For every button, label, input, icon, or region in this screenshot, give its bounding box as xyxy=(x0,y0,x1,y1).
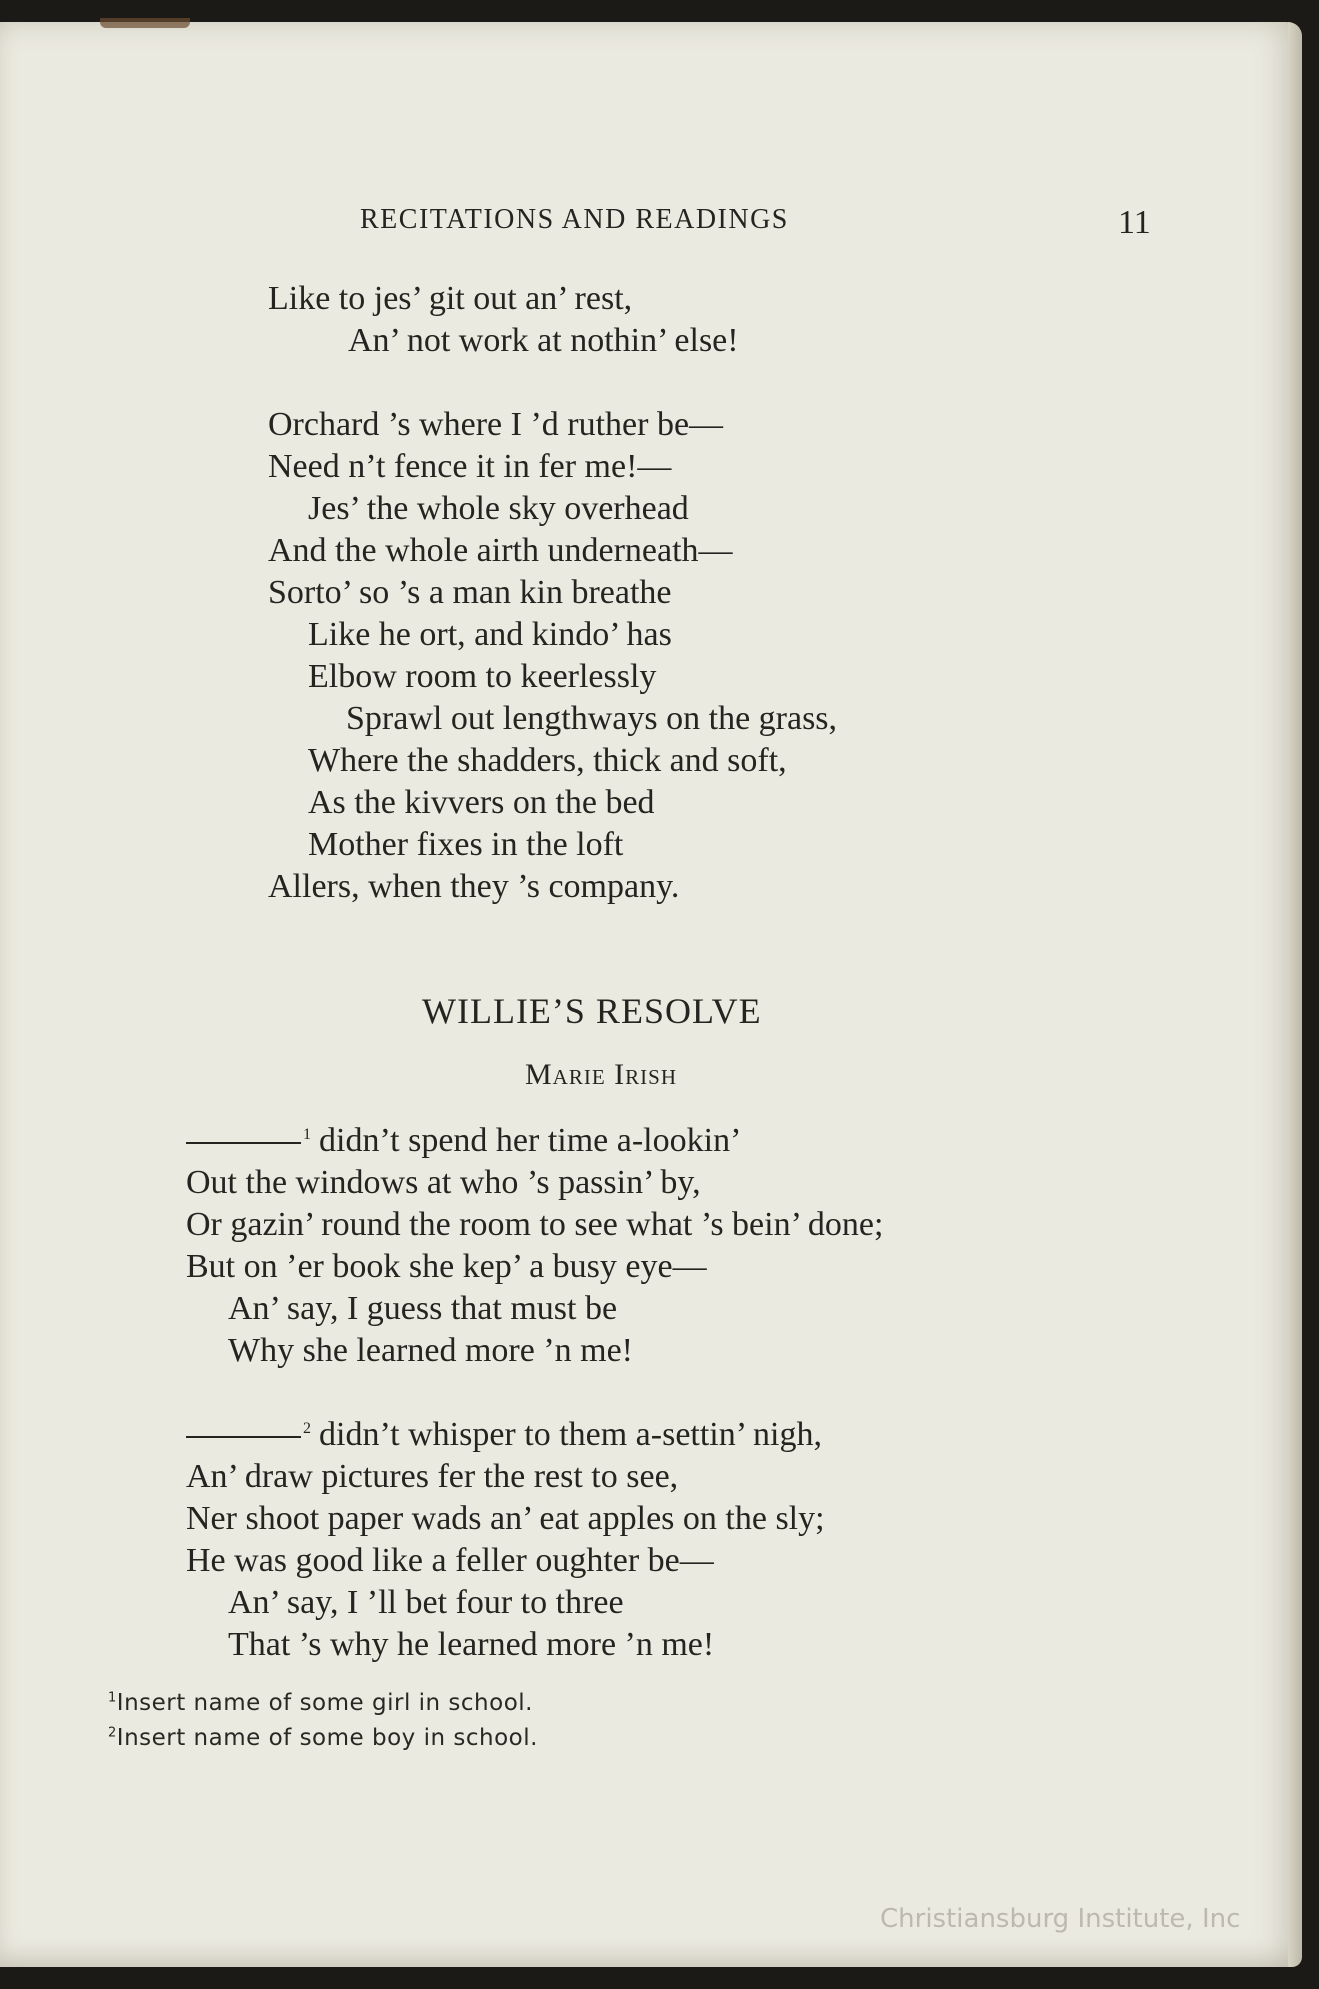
poem-line: An’ draw pictures fer the rest to see, xyxy=(186,1458,679,1495)
poem-line: An’ not work at nothin’ else! xyxy=(348,322,739,359)
watermark: Christiansburg Institute, Inc xyxy=(880,1904,1241,1934)
poem-line: Out the windows at who ’s passin’ by, xyxy=(186,1164,701,1201)
poem-line: Need n’t fence it in fer me!— xyxy=(268,448,672,485)
footnote-text: Insert name of some girl in school. xyxy=(116,1690,533,1716)
poem-line: Where the shadders, thick and soft, xyxy=(308,742,787,779)
page-edge xyxy=(1288,22,1302,1967)
poem-title: WILLIE’S RESOLVE xyxy=(422,991,762,1031)
poem-line: Sorto’ so ’s a man kin breathe xyxy=(268,574,672,611)
running-title: RECITATIONS AND READINGS xyxy=(360,204,789,235)
poem-line: Jes’ the whole sky overhead xyxy=(308,490,689,527)
poem-line: Or gazin’ round the room to see what ’s bein’ done; xyxy=(186,1206,884,1243)
poem-line xyxy=(186,1416,822,1454)
page-number: 11 xyxy=(1118,204,1151,241)
poem-line: As the kivvers on the bed xyxy=(308,784,655,821)
poem-line: An’ say, I ’ll bet four to three xyxy=(228,1584,624,1621)
poem-line: Elbow room to keerlessly xyxy=(308,658,657,695)
footnote-text: Insert name of some boy in school. xyxy=(116,1725,538,1751)
footnote xyxy=(108,1725,538,1751)
poem-line-text: didn’t spend her time a-lookin’ xyxy=(319,1122,742,1159)
footnote-marker: 1 xyxy=(303,1126,311,1143)
poem-line xyxy=(186,1122,741,1160)
poem-line: He was good like a feller oughter be— xyxy=(186,1542,714,1579)
footnote-marker: 2 xyxy=(303,1420,311,1437)
footnote-number: 2 xyxy=(108,1725,117,1741)
poem-line: And the whole airth underneath— xyxy=(268,532,733,569)
poem-line: Allers, when they ’s company. xyxy=(268,868,680,905)
poem-line: Sprawl out lengthways on the grass, xyxy=(346,700,838,737)
poem-line: That ’s why he learned more ’n me! xyxy=(228,1626,715,1663)
name-blank xyxy=(186,1142,301,1144)
poem-line: An’ say, I guess that must be xyxy=(228,1290,618,1327)
poem-line: Like he ort, and kindo’ has xyxy=(308,616,672,653)
name-blank xyxy=(186,1436,301,1438)
footnote xyxy=(108,1690,533,1716)
poem-line-text: didn’t whisper to them a-settin’ nigh, xyxy=(319,1416,822,1453)
poem-author: Marie Irish xyxy=(525,1058,678,1091)
poem-line: Why she learned more ’n me! xyxy=(228,1332,633,1369)
poem-line: Mother fixes in the loft xyxy=(308,826,624,863)
poem-line: Orchard ’s where I ’d ruther be— xyxy=(268,406,724,443)
poem-line: But on ’er book she kep’ a busy eye— xyxy=(186,1248,707,1285)
footnote-number: 1 xyxy=(108,1690,117,1706)
book-page xyxy=(0,22,1300,1967)
poem-line: Like to jes’ git out an’ rest, xyxy=(268,280,633,317)
poem-line: Ner shoot paper wads an’ eat apples on the sly; xyxy=(186,1500,825,1537)
page-stain xyxy=(100,18,190,28)
